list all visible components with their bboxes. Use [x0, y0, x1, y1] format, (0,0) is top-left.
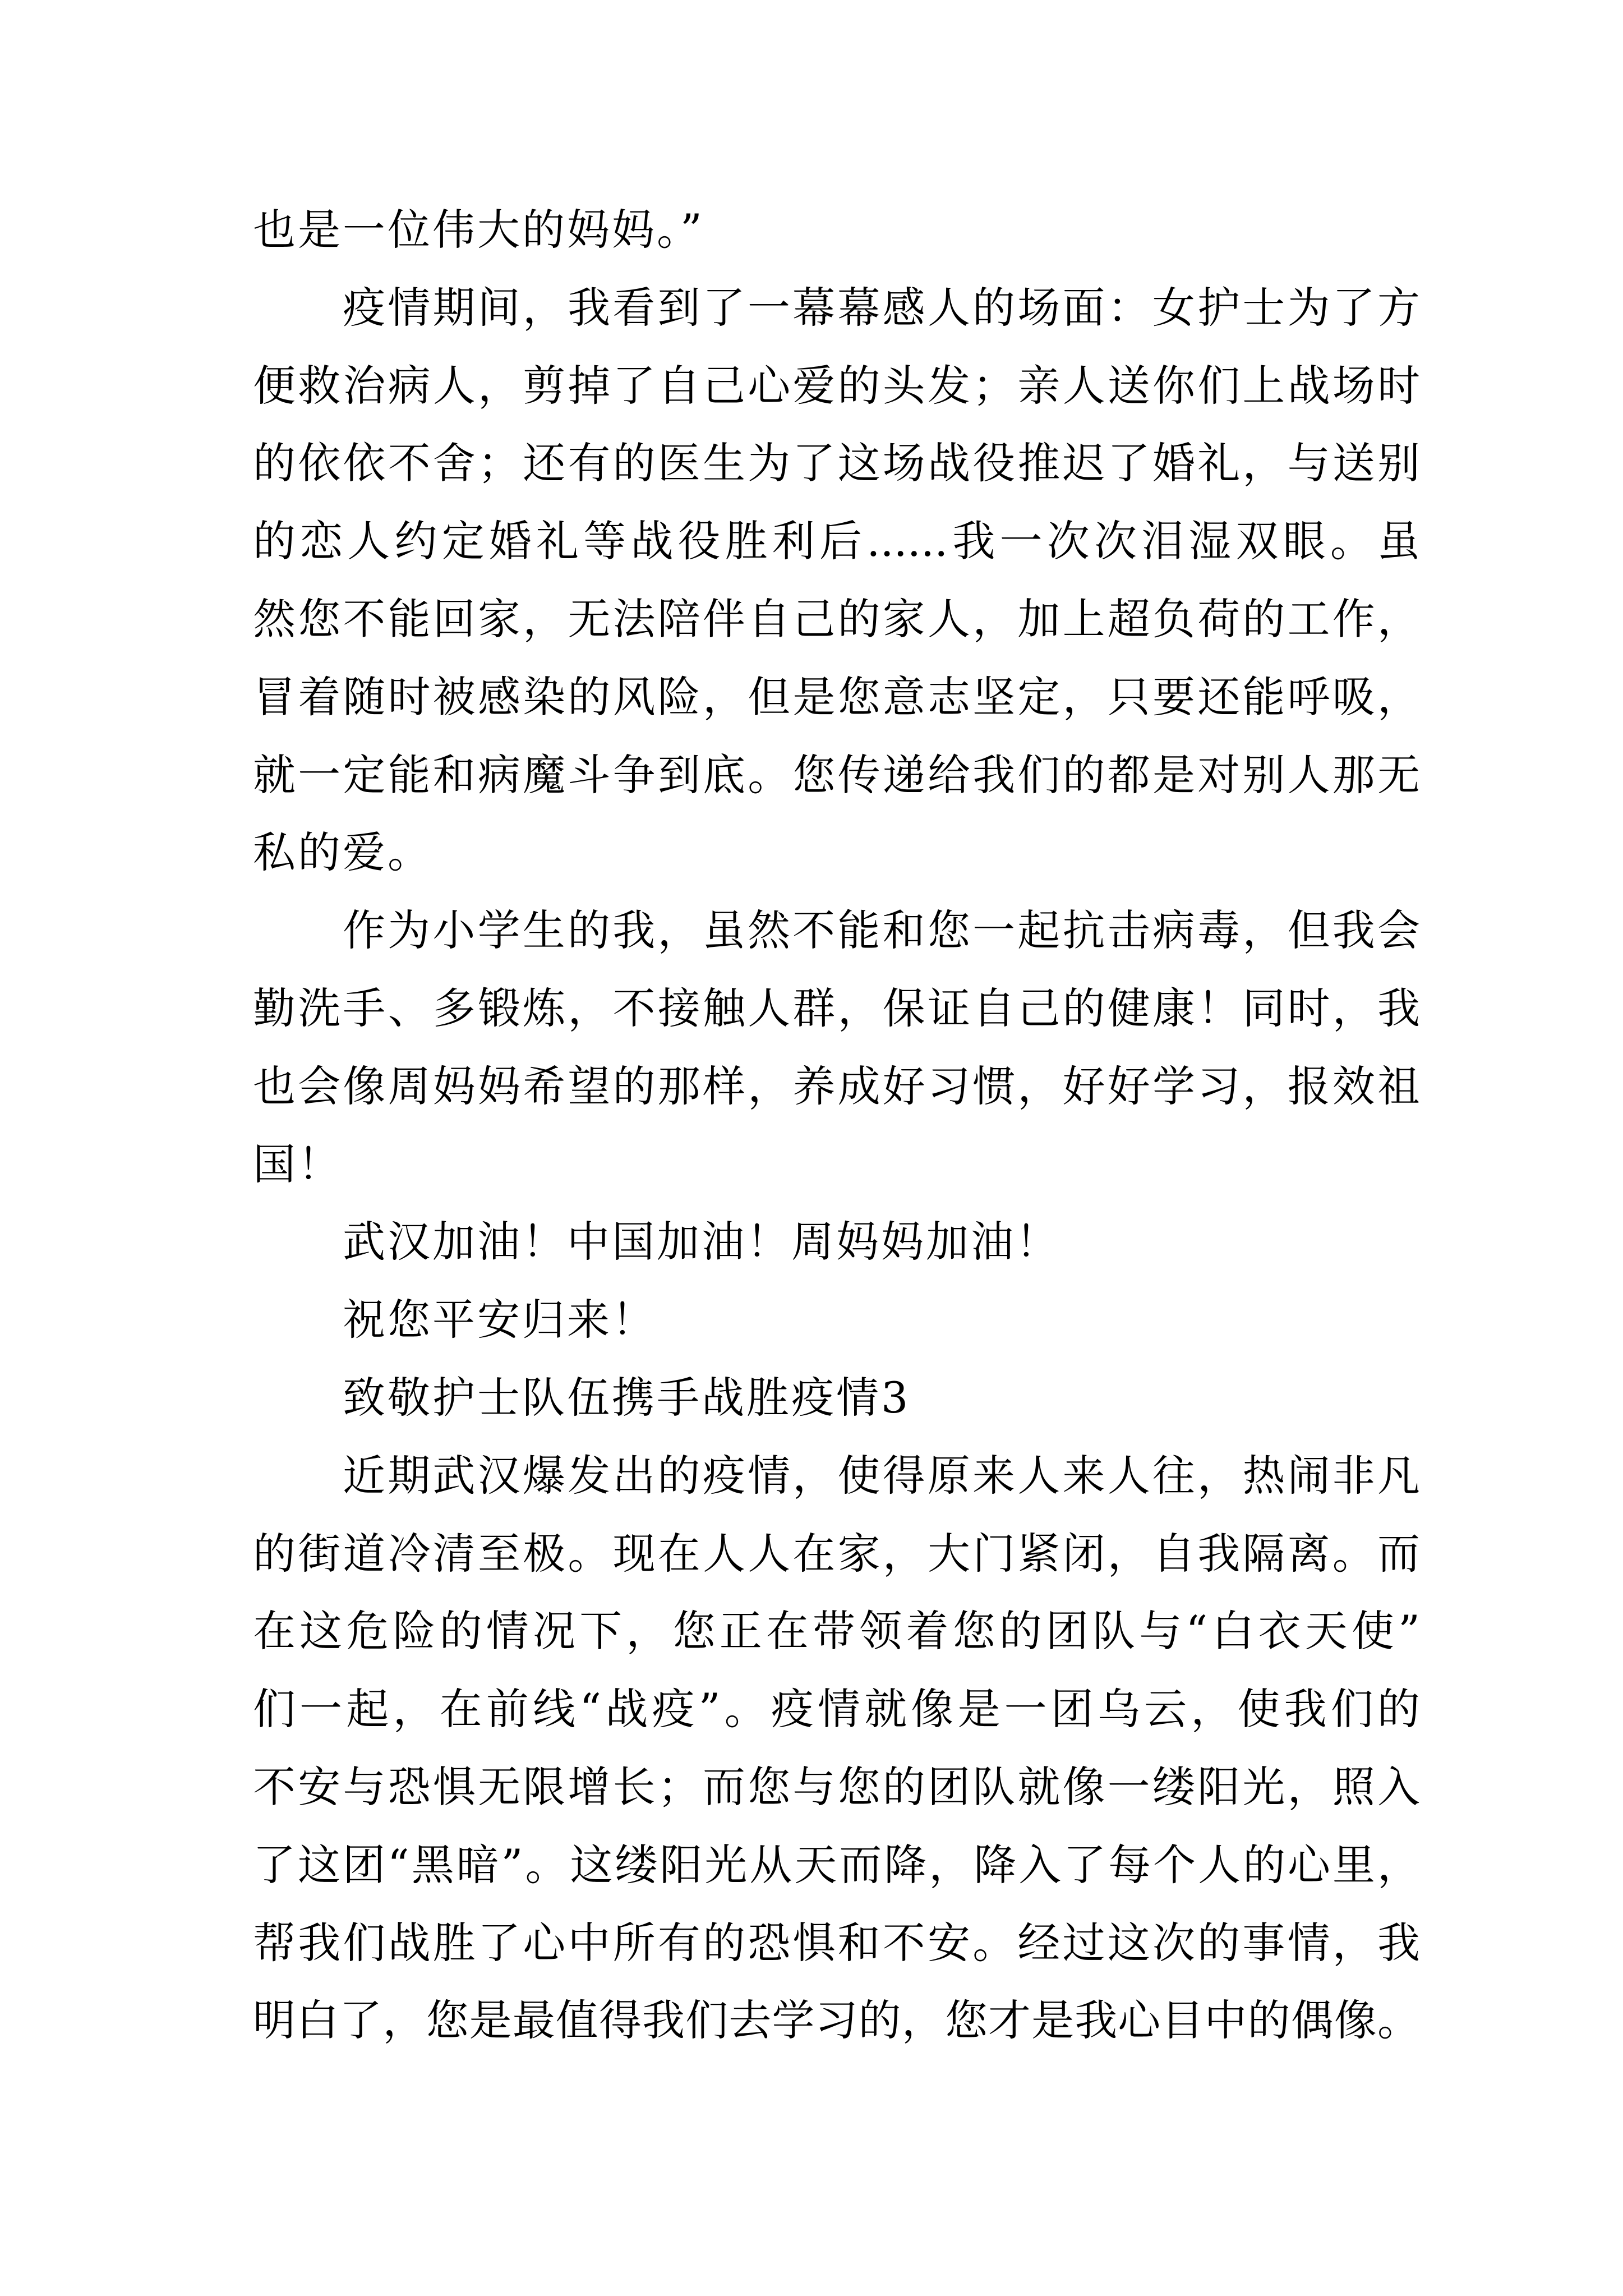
section-title — [253, 1359, 1420, 1437]
text-line: 的恋人约定婚礼等战役胜利后......我一次次泪湿双眼。虽 — [253, 516, 1420, 567]
paragraph-student — [253, 892, 1420, 1203]
text-line: 国！ — [253, 1139, 343, 1189]
paragraph-blessing — [253, 1281, 1420, 1359]
document-body — [253, 191, 1420, 2060]
section-title-text: 致敬护士队伍携手战胜疫情3 — [343, 1372, 911, 1423]
text-line: 的依依不舍；还有的医生为了这场战役推迟了婚礼，与送别 — [253, 438, 1420, 489]
text-line: 疫情期间，我看到了一幕幕感人的场面：女护士为了方 — [343, 282, 1420, 333]
text-line: 勤洗手、多锻炼，不接触人群，保证自己的健康！同时，我 — [253, 983, 1420, 1033]
paragraph-scenes — [253, 269, 1420, 892]
paragraph-continuation — [253, 191, 1420, 269]
paragraph-cheer — [253, 1203, 1420, 1281]
text-line: 私的爱。 — [253, 827, 432, 878]
text-line: 冒着随时被感染的风险，但是您意志坚定，只要还能呼吸， — [253, 671, 1420, 722]
text-line: 近期武汉爆发出的疫情，使得原来人来人往，热闹非凡 — [343, 1450, 1420, 1501]
text-line: 们一起，在前线“战疫”。疫情就像是一团乌云，使我们的 — [253, 1684, 1420, 1734]
text-line: 的街道冷清至极。现在人人在家，大门紧闭，自我隔离。而 — [253, 1528, 1420, 1579]
text-line: 然您不能回家，无法陪伴自己的家人，加上超负荷的工作， — [253, 593, 1420, 644]
text-line: 了这团“黑暗”。这缕阳光从天而降，降入了每个人的心里， — [253, 1839, 1420, 1890]
text-line: 帮我们战胜了心中所有的恐惧和不安。经过这次的事情，我 — [253, 1917, 1420, 1968]
text-line: 祝您平安归来！ — [343, 1295, 657, 1345]
text-line: 也是一位伟大的妈妈。” — [253, 205, 704, 255]
text-line: 武汉加油！中国加油！周妈妈加油！ — [343, 1217, 1061, 1267]
text-line: 明白了，您是最值得我们去学习的，您才是我心目中的偶像。 — [253, 1995, 1420, 2046]
paragraph-wuhan — [253, 1437, 1420, 2060]
text-line: 作为小学生的我，虽然不能和您一起抗击病毒，但我会 — [343, 905, 1420, 956]
text-line: 不安与恐惧无限增长；而您与您的团队就像一缕阳光，照入 — [253, 1761, 1420, 1812]
text-line: 就一定能和病魔斗争到底。您传递给我们的都是对别人那无 — [253, 749, 1420, 800]
text-line: 便救治病人，剪掉了自己心爱的头发；亲人送你们上战场时 — [253, 360, 1420, 411]
text-line: 也会像周妈妈希望的那样，养成好习惯，好好学习，报效祖 — [253, 1061, 1420, 1111]
text-line: 在这危险的情况下，您正在带领着您的团队与“白衣天使” — [253, 1606, 1420, 1657]
